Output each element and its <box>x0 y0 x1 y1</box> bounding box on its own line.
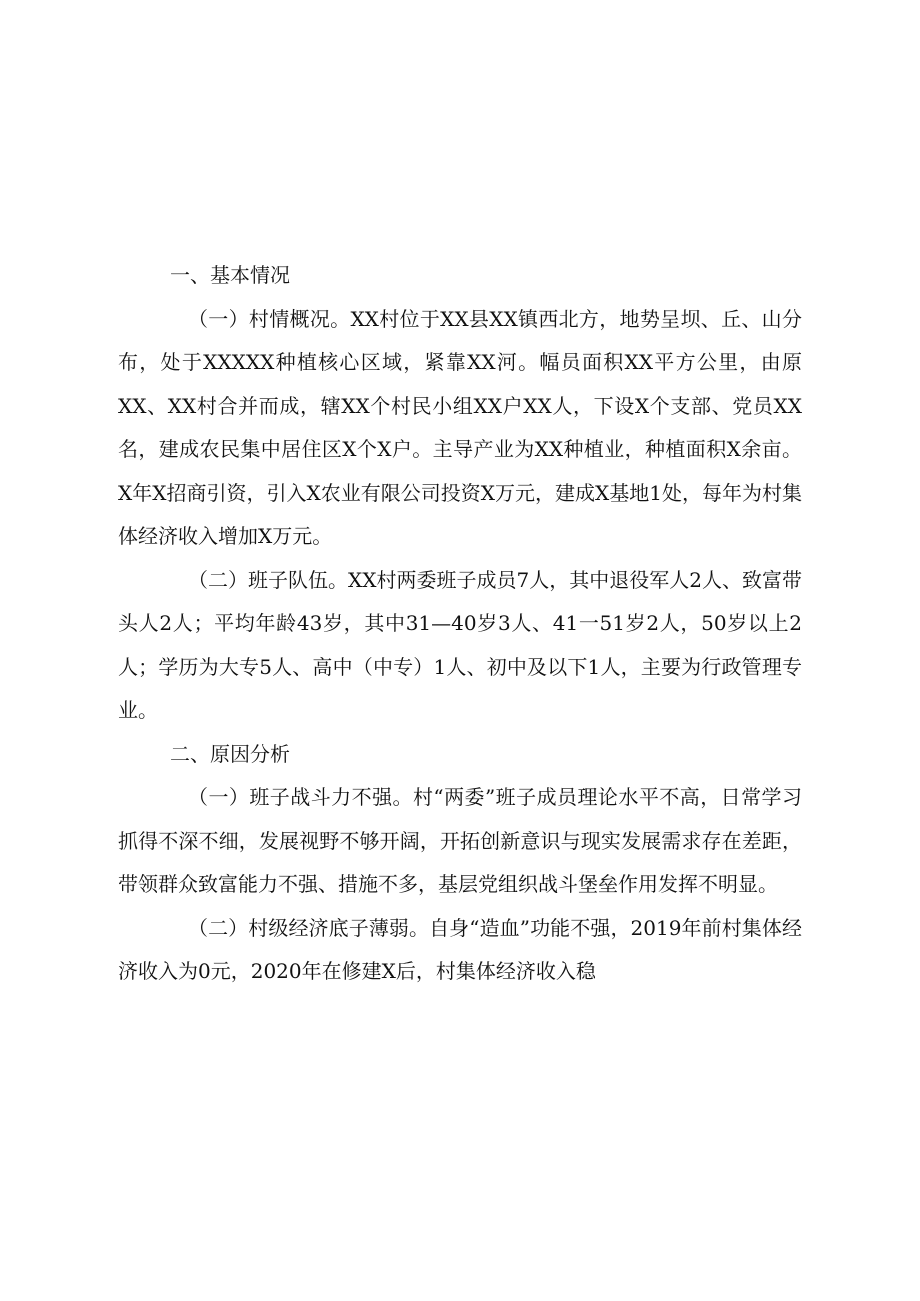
section-heading-cause-analysis: 二、原因分析 <box>170 741 290 766</box>
paragraph-village-overview: （一）村情概况。XX村位于XX县XX镇西北方，地势呈坝、丘、山分布，处于XXXXX种植核心区域，紧靠XX河。幅员面积XX平方公里，由原XX、XX村合并而成，辖XX个村民小组XX户XX人，下设X个支部、党员XX名，建成农民集中居住区X个X户。主导产业为XX种植业，种植面积X余亩。X年X招商引资，引入X农业有限公司投资X万元，建成X基地1处，每年为村集体经济收入增加X万元。 <box>118 306 802 548</box>
paragraph-economy-weakness: （二）村级经济底子薄弱。自身“造血”功能不强，2019年前村集体经济收入为0元，2020年在修建X后，村集体经济收入稳 <box>118 915 802 983</box>
document-body <box>118 254 802 994</box>
paragraph-leadership-team: （二）班子队伍。XX村两委班子成员7人，其中退役军人2人、致富带头人2人；平均年龄43岁，其中31—40岁3人、41一51岁2人，50岁以上2人；学历为大专5人、高中（中专）1人、初中及以下1人，主要为行政管理专业。 <box>118 567 802 722</box>
paragraph-team-weakness: （一）班子战斗力不强。村“两委”班子成员理论水平不高，日常学习抓得不深不细，发展视野不够开阔，开拓创新意识与现实发展需求存在差距，带领群众致富能力不强、措施不多，基层党组织战斗堡垒作用发挥不明显。 <box>118 785 802 896</box>
section-heading-basic-situation: 一、基本情况 <box>170 263 290 287</box>
